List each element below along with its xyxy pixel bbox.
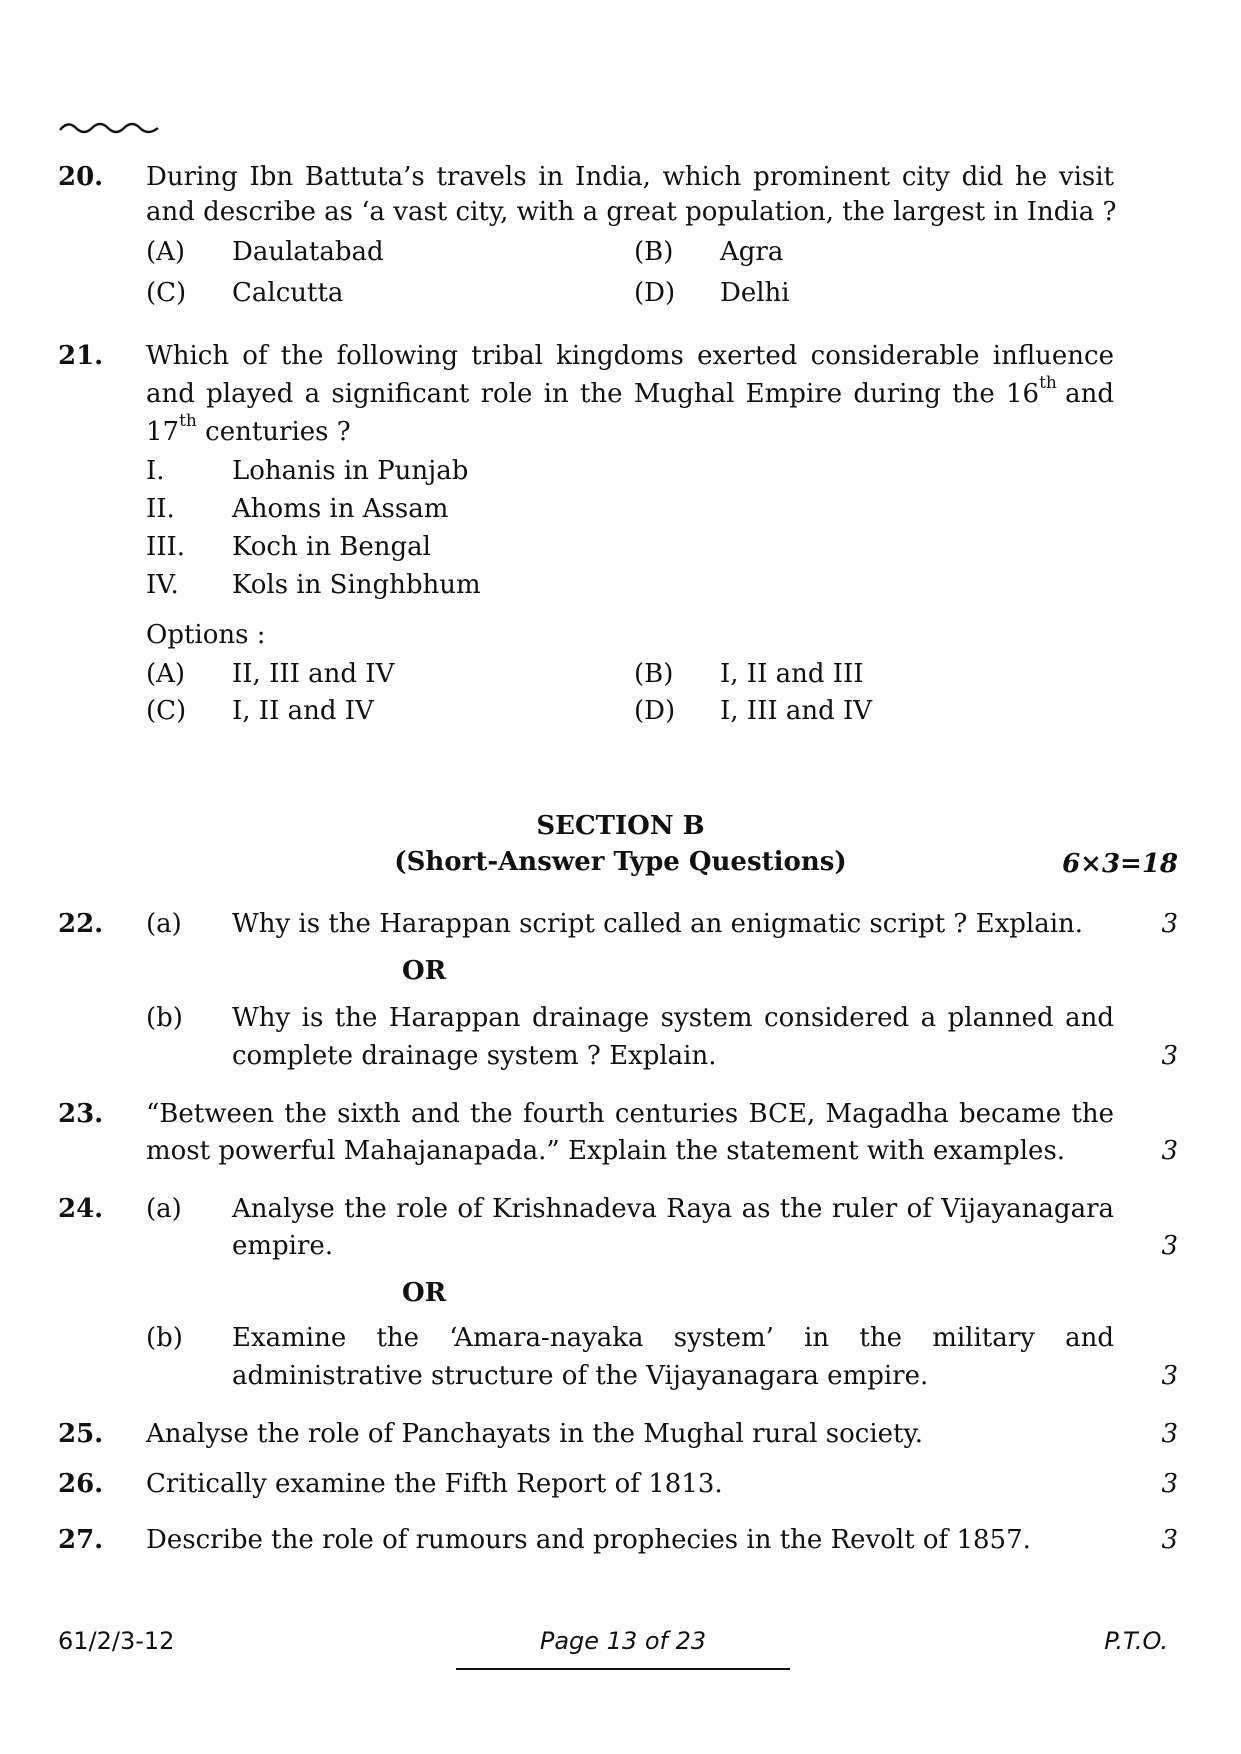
question-number: 26.	[58, 1469, 104, 1499]
question-text-line: administrative structure of the Vijayanagara empire.	[232, 1361, 929, 1391]
option-label: (C)	[146, 278, 187, 308]
question-marks: 3	[1161, 1361, 1178, 1391]
question-text-segment: and	[1056, 379, 1114, 409]
option-label: (C)	[146, 696, 187, 726]
question-text-line: Why is the Harappan drainage system considered a planned and	[232, 1003, 1114, 1033]
item-label: II.	[146, 494, 175, 524]
option-label: (A)	[146, 659, 186, 689]
question-text-line: “Between the sixth and the fourth centuries BCE, Magadha became the	[146, 1099, 1114, 1129]
option-label: (A)	[146, 237, 186, 267]
item-label: IV.	[146, 570, 179, 600]
option-label: (B)	[634, 237, 674, 267]
part-label: (a)	[146, 909, 182, 939]
question-marks: 3	[1161, 1231, 1178, 1261]
question-text-line: Which of the following tribal kingdoms exerted considerable influence	[146, 341, 1114, 371]
item-text: Kols in Singhbhum	[232, 570, 481, 600]
question-number: 25.	[58, 1419, 104, 1449]
pto-label: P.T.O.	[1104, 1627, 1168, 1655]
question-text-line: Analyse the role of Krishnadeva Raya as the ruler of Vijayanagara	[232, 1194, 1114, 1224]
squiggle-mark-icon	[58, 118, 162, 138]
option-label: (D)	[634, 278, 676, 308]
superscript: th	[179, 411, 197, 431]
section-subtitle: (Short-Answer Type Questions)	[394, 847, 847, 877]
question-text-line: Examine the ‘Amara-nayaka system’ in the military and	[232, 1323, 1114, 1353]
option-text: Daulatabad	[232, 237, 384, 267]
option-label: (B)	[634, 659, 674, 689]
question-number: 23.	[58, 1099, 104, 1129]
question-marks: 3	[1161, 1136, 1178, 1166]
options-heading: Options :	[146, 620, 266, 650]
option-text: Delhi	[720, 278, 790, 308]
page-number: Page 13 of 23	[539, 1627, 707, 1655]
option-text: II, III and IV	[232, 659, 395, 689]
item-label: I.	[146, 456, 165, 486]
question-marks: 3	[1161, 1469, 1178, 1499]
paper-code: 61/2/3-12	[58, 1627, 175, 1655]
question-text-line: empire.	[232, 1231, 334, 1261]
item-text: Koch in Bengal	[232, 532, 431, 562]
part-label: (b)	[146, 1003, 183, 1033]
section-marks: 6×3=18	[1062, 849, 1178, 879]
question-number: 20.	[58, 162, 104, 192]
question-text-line: Analyse the role of Panchayats in the Mughal rural society.	[146, 1419, 923, 1449]
question-text-segment: 17	[146, 417, 180, 447]
question-text-line	[146, 373, 1114, 410]
part-label: (b)	[146, 1323, 183, 1353]
item-text: Lohanis in Punjab	[232, 456, 469, 486]
question-text-line: complete drainage system ? Explain.	[232, 1041, 717, 1071]
part-label: (a)	[146, 1194, 182, 1224]
question-text-line	[146, 411, 351, 448]
superscript: th	[1039, 373, 1057, 393]
section-title: SECTION B	[536, 811, 705, 841]
or-separator: OR	[402, 1278, 447, 1308]
footer-underline	[456, 1668, 790, 1670]
option-text: I, II and IV	[232, 696, 374, 726]
question-number: 27.	[58, 1525, 104, 1555]
question-text-line: Describe the role of rumours and prophecies in the Revolt of 1857.	[146, 1525, 1031, 1555]
option-text: I, III and IV	[720, 696, 873, 726]
question-marks: 3	[1161, 909, 1178, 939]
question-marks: 3	[1161, 1419, 1178, 1449]
question-text-line: most powerful Mahajanapada.” Explain the statement with examples.	[146, 1136, 1066, 1166]
item-label: III.	[146, 532, 186, 562]
question-marks: 3	[1161, 1041, 1178, 1071]
option-text: Calcutta	[232, 278, 344, 308]
question-text-line: Why is the Harappan script called an enigmatic script ? Explain.	[232, 909, 1084, 939]
option-text: Agra	[720, 237, 784, 267]
question-text-line: and describe as ‘a vast city, with a great population, the largest in India ?	[146, 197, 1117, 227]
option-text: I, II and III	[720, 659, 864, 689]
item-text: Ahoms in Assam	[232, 494, 449, 524]
option-label: (D)	[634, 696, 676, 726]
question-text-line: Critically examine the Fifth Report of 1813.	[146, 1469, 723, 1499]
or-separator: OR	[402, 956, 447, 986]
question-number: 21.	[58, 341, 104, 371]
question-text-segment: and played a significant role in the Mughal Empire during the 16	[146, 379, 1040, 409]
question-number: 24.	[58, 1194, 104, 1224]
question-number: 22.	[58, 909, 104, 939]
question-text-line: During Ibn Battuta’s travels in India, which prominent city did he visit	[146, 162, 1114, 192]
question-text-segment: centuries ?	[196, 417, 351, 447]
question-marks: 3	[1161, 1525, 1178, 1555]
